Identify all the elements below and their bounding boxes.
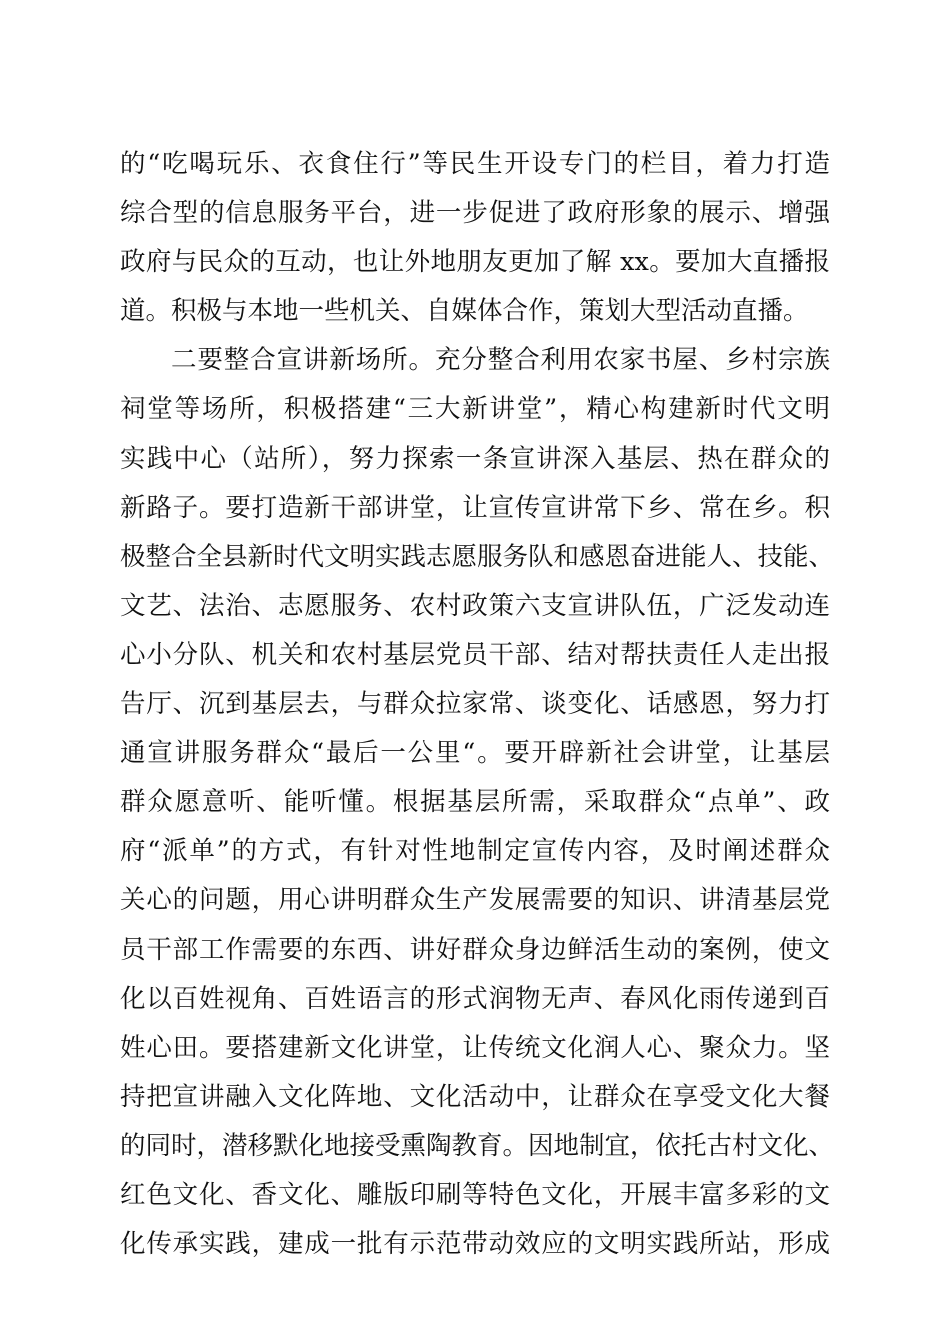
- text-line: 告厅、沉到基层去，与群众拉家常、谈变化、话感恩，努力打: [120, 689, 830, 720]
- text-line: 综合型的信息服务平台，进一步促进了政府形象的展示、增强: [120, 198, 830, 229]
- text-line: 持把宣讲融入文化阵地、文化活动中，让群众在享受文化大餐: [120, 1081, 830, 1112]
- text-line: 化传承实践，建成一批有示范带动效应的文明实践所站，形成: [120, 1229, 830, 1260]
- text-line: 群众愿意听、能听懂。根据基层所需，采取群众“点单”、政: [120, 787, 830, 818]
- text-line: 红色文化、香文化、雕版印刷等特色文化，开展丰富多彩的文: [120, 1179, 830, 1210]
- text-line: 政府与民众的互动，也让外地朋友更加了解 xx。要加大直播报: [120, 247, 830, 278]
- text-line: 的“吃喝玩乐、衣食住行”等民生开设专门的栏目，着力打造: [120, 149, 830, 179]
- text-line: 文艺、法治、志愿服务、农村政策六支宣讲队伍，广泛发动连: [120, 590, 830, 621]
- text-line: 新路子。要打造新干部讲堂，让宣传宣讲常下乡、常在乡。积: [120, 492, 830, 523]
- text-line: 极整合全县新时代文明实践志愿服务队和感恩奋进能人、技能、: [120, 541, 835, 572]
- text-line: 祠堂等场所，积极搭建“三大新讲堂”，精心构建新时代文明: [120, 394, 830, 425]
- text-line: 二要整合宣讲新场所。充分整合利用农家书屋、乡村宗族: [171, 345, 830, 376]
- text-line: 心小分队、机关和农村基层党员干部、结对帮扶责任人走出报: [120, 639, 830, 670]
- text-line: 员干部工作需要的东西、讲好群众身边鲜活生动的案例，使文: [120, 934, 830, 965]
- paragraph-2: [120, 336, 835, 1269]
- text-line: 的同时，潜移默化地接受熏陶教育。因地制宜，依托古村文化、: [120, 1130, 835, 1161]
- text-line: 实践中心（站所），努力探索一条宣讲深入基层、热在群众的: [120, 443, 830, 474]
- text-line: 关心的问题，用心讲明群众生产发展需要的知识、讲清基层党: [120, 885, 830, 916]
- text-line: 通宣讲服务群众“最后一公里“。要开辟新社会讲堂，让基层: [120, 738, 830, 769]
- paragraph-1: [120, 140, 830, 336]
- text-line: 府“派单”的方式，有针对性地制定宣传内容，及时阐述群众: [120, 836, 830, 867]
- text-line: 姓心田。要搭建新文化讲堂，让传统文化润人心、聚众力。坚: [120, 1032, 830, 1063]
- document-body: [120, 140, 835, 1269]
- text-line: 化以百姓视角、百姓语言的形式润物无声、春风化雨传递到百: [120, 983, 830, 1014]
- text-line: 道。积极与本地一些机关、自媒体合作，策划大型活动直播。: [120, 296, 809, 327]
